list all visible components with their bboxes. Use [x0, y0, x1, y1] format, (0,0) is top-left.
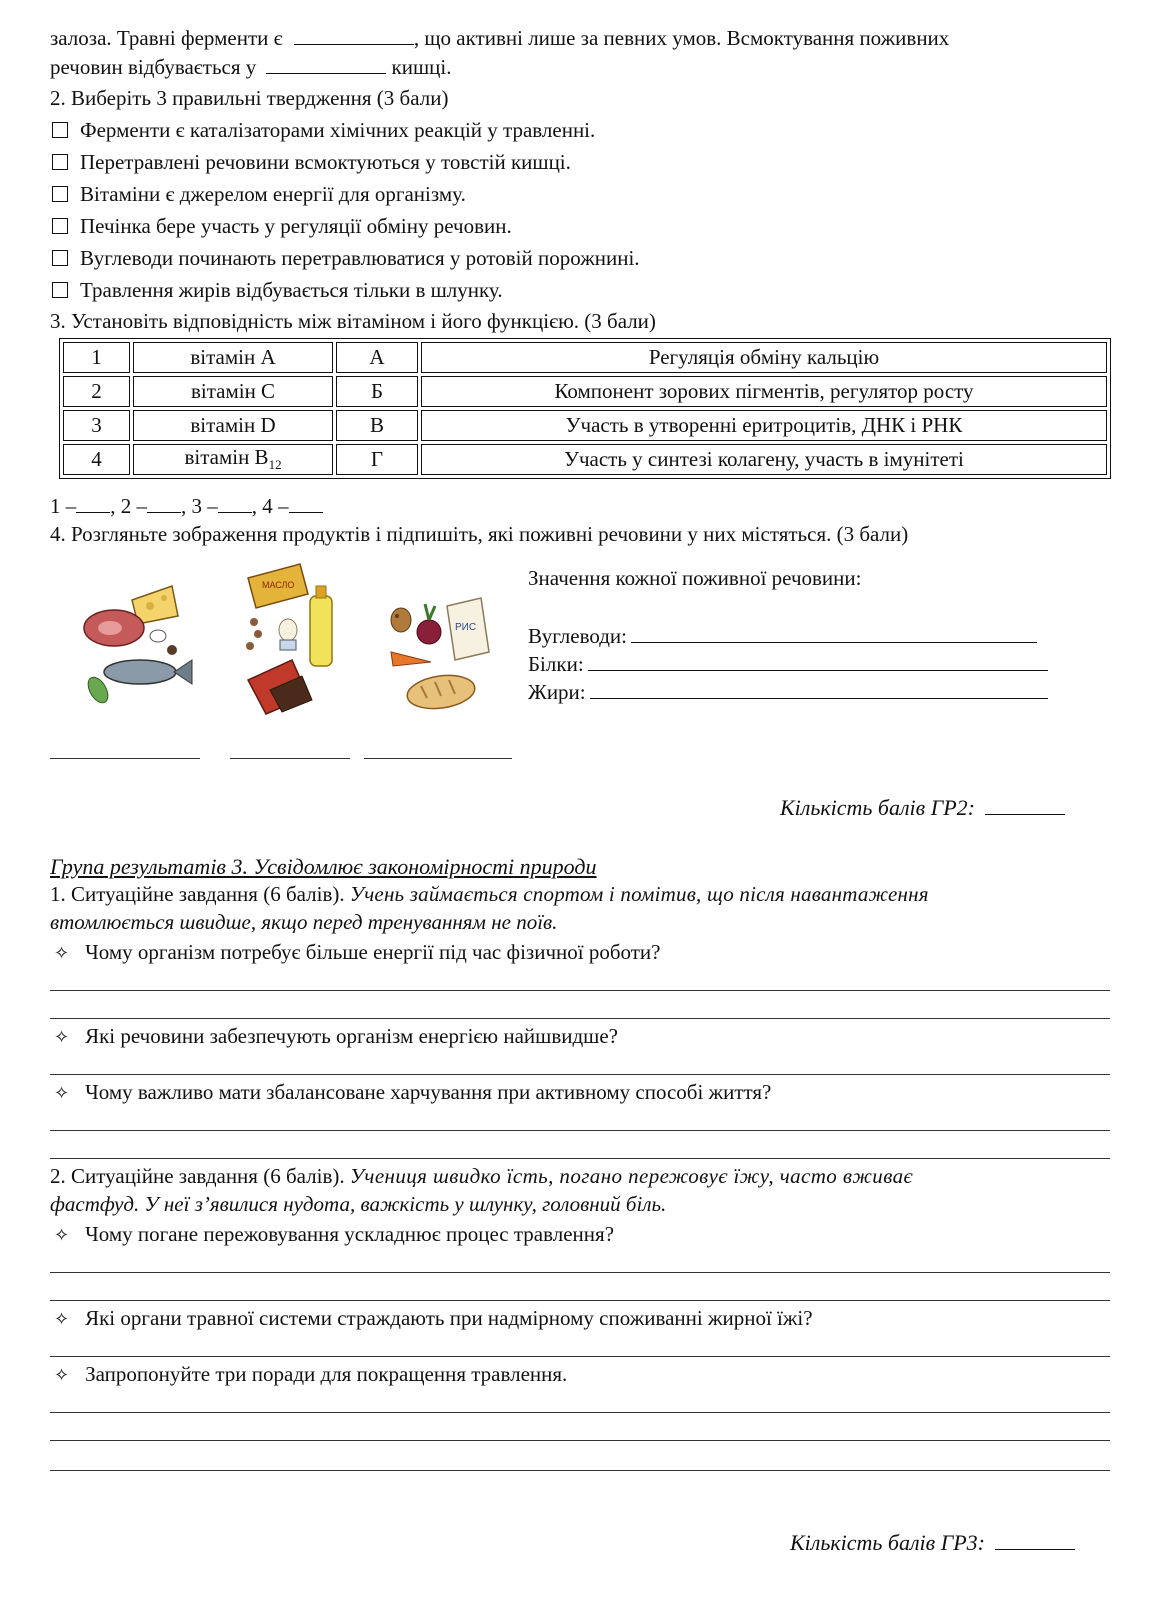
answer-blank[interactable] — [147, 494, 181, 513]
option-5[interactable]: Вуглеводи починають перетравлюватися у ротовій порожнині. — [52, 246, 640, 270]
option-4[interactable]: Печінка бере участь у регуляції обміну речовин. — [52, 214, 512, 238]
four-point-star-icon: ✧ — [54, 1027, 70, 1048]
table-row: 2 вітамін С Б Компонент зорових пігментів, регулятор росту — [63, 376, 1107, 407]
four-point-star-icon: ✧ — [54, 943, 70, 964]
task-2-question-2: ✧ Які органи травної системи страждають при надмірному споживанні жирної їжі? — [54, 1306, 813, 1330]
answer-line[interactable] — [50, 1470, 1110, 1471]
answer-blank[interactable] — [289, 494, 323, 513]
answer-line[interactable] — [50, 1158, 1110, 1159]
carbohydrate-foods-image — [385, 590, 505, 720]
score-gr2: Кількість балів ГР2: — [780, 795, 1065, 820]
protein-foods-image — [80, 580, 200, 720]
answer-blank[interactable] — [590, 680, 1048, 699]
answer-line[interactable] — [50, 1074, 1110, 1075]
table-row: 3 вітамін D В Участь в утворенні еритроцитів, ДНК і РНК — [63, 410, 1107, 441]
carbs-row: Вуглеводи: — [528, 624, 1037, 648]
answer-line[interactable] — [50, 1300, 1110, 1301]
answer-line[interactable] — [50, 1272, 1110, 1273]
group-3-title: Група результатів 3. Усвідомлює закономірності природи — [50, 854, 597, 879]
option-3[interactable]: Вітаміни є джерелом енергії для організму. — [52, 182, 466, 206]
nutrient-meaning-title: Значення кожної поживної речовини: — [528, 566, 862, 590]
answer-line[interactable] — [50, 1412, 1110, 1413]
answer-line[interactable] — [50, 990, 1110, 991]
intro-line-2: речовин відбувається у кишці. — [50, 55, 452, 79]
answer-blank[interactable] — [266, 55, 386, 74]
checkbox-icon[interactable] — [52, 250, 68, 266]
fat-foods-image — [240, 560, 350, 720]
fats-row: Жири: — [528, 680, 1048, 704]
answer-blank[interactable] — [588, 652, 1048, 671]
question-3-title: 3. Установіть відповідність між вітаміном і його функцією. (3 бали) — [50, 309, 656, 333]
checkbox-icon[interactable] — [52, 218, 68, 234]
task-1-question-1: ✧ Чому організм потребує більше енергії під час фізичної роботи? — [54, 940, 661, 964]
question-2-title: 2. Виберіть 3 правильні твердження (3 бали) — [50, 86, 449, 110]
answer-blank[interactable] — [50, 758, 200, 759]
four-point-star-icon: ✧ — [54, 1225, 70, 1246]
score-blank[interactable] — [985, 796, 1065, 815]
task-2-question-1: ✧ Чому погане пережовування ускладнює процес травлення? — [54, 1222, 615, 1246]
answer-line[interactable] — [50, 1440, 1110, 1441]
answer-blank[interactable] — [631, 624, 1037, 643]
proteins-row: Білки: — [528, 652, 1048, 676]
checkbox-icon[interactable] — [52, 186, 68, 202]
table-row: 4 вітамін $B_{12}$ Г Участь у синтезі колагену, участь в імунітеті — [63, 444, 1107, 475]
option-6[interactable]: Травлення жирів відбувається тільки в шлунку. — [52, 278, 503, 302]
checkbox-icon[interactable] — [52, 154, 68, 170]
table-row: 1 вітамін А А Регуляція обміну кальцію — [63, 342, 1107, 373]
answer-line[interactable] — [50, 1356, 1110, 1357]
option-1[interactable]: Ферменти є каталізаторами хімічних реакцій у травленні. — [52, 118, 595, 142]
task-1-line-2: втомлюється швидше, якщо перед тренуванням не поїв. — [50, 910, 558, 934]
checkbox-icon[interactable] — [52, 282, 68, 298]
answer-blank[interactable] — [218, 494, 252, 513]
task-1-question-3: ✧ Чому важливо мати збалансоване харчування при активному способі життя? — [54, 1080, 772, 1104]
score-gr3: Кількість балів ГР3: — [790, 1530, 1075, 1555]
four-point-star-icon: ✧ — [54, 1083, 70, 1104]
matching-answers: 1 – , 2 – , 3 – , 4 – — [50, 494, 323, 518]
task-2-line-2: фастфуд. У неї з’явилися нудота, важкість у шлунку, головний біль. — [50, 1192, 667, 1216]
checkbox-icon[interactable] — [52, 122, 68, 138]
question-4-title: 4. Розгляньте зображення продуктів і підпишіть, які поживні речовини у них містяться. (3 бали) — [50, 522, 909, 546]
answer-blank[interactable] — [230, 758, 350, 759]
task-1-question-2: ✧ Які речовини забезпечують організм енергією найшвидше? — [54, 1024, 618, 1048]
score-blank[interactable] — [995, 1531, 1075, 1550]
answer-line[interactable] — [50, 1018, 1110, 1019]
answer-blank[interactable] — [76, 494, 110, 513]
answer-blank[interactable] — [294, 26, 414, 45]
task-1-line-1: 1. Ситуаційне завдання (6 балів). Учень займається спортом і помітив, що після навантаження — [50, 882, 929, 906]
vitamin-table — [59, 338, 1111, 479]
intro-line-1: залоза. Травні ферменти є , що активні лише за певних умов. Всмоктування поживних — [50, 26, 950, 50]
answer-blank[interactable] — [364, 758, 512, 759]
four-point-star-icon: ✧ — [54, 1365, 70, 1386]
task-2-question-3: ✧ Запропонуйте три поради для покращення травлення. — [54, 1362, 568, 1386]
answer-line[interactable] — [50, 1130, 1110, 1131]
four-point-star-icon: ✧ — [54, 1309, 70, 1330]
svg-text:МАСЛО: МАСЛО — [262, 580, 295, 590]
option-2[interactable]: Перетравлені речовини всмоктуються у товстій кишці. — [52, 150, 571, 174]
svg-text:РИС: РИС — [455, 622, 477, 633]
task-2-line-1: 2. Ситуаційне завдання (6 балів). Учениця швидко їсть, погано пережовує їжу, часто вживає — [50, 1164, 914, 1188]
